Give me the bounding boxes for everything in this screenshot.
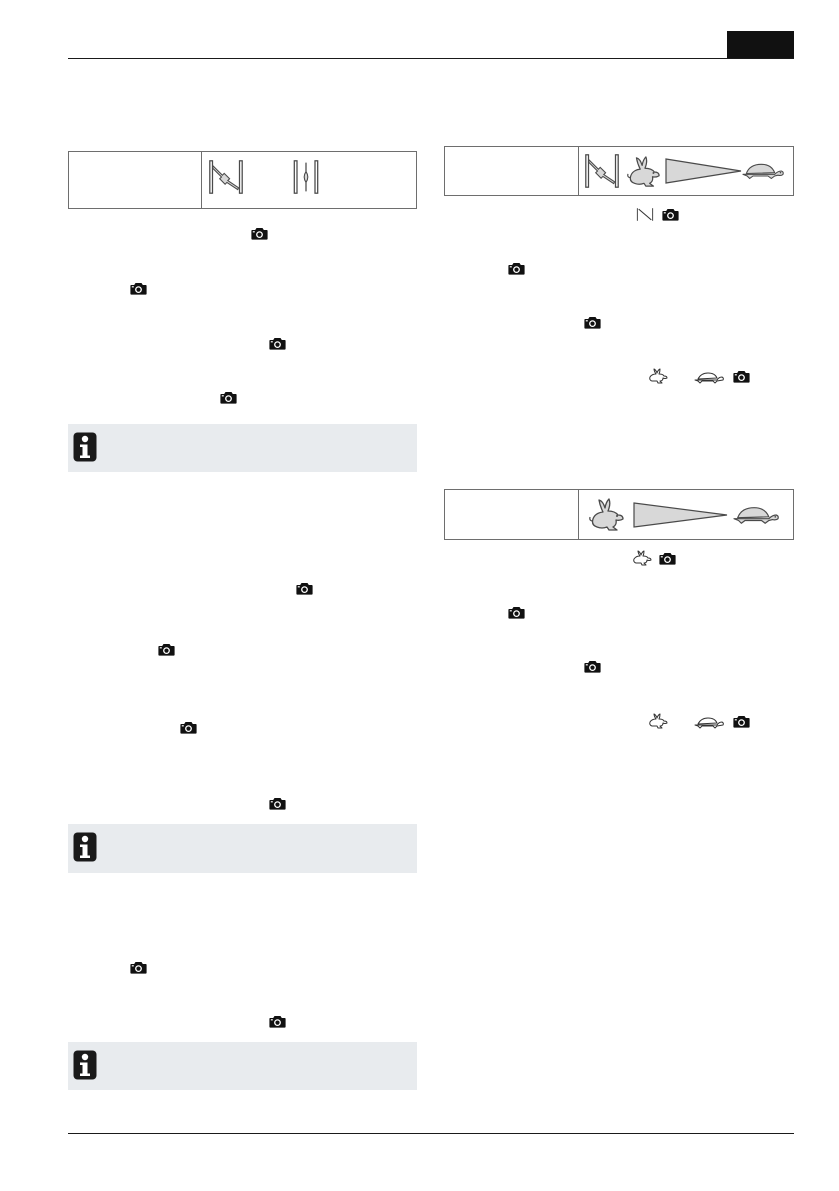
turtle-icon — [694, 715, 724, 729]
symbol-table-damper — [68, 151, 417, 209]
info-box — [68, 824, 417, 873]
footer-rule — [68, 1133, 794, 1134]
turtle-icon — [741, 161, 785, 181]
rabbit-icon — [648, 713, 668, 729]
rabbit-icon — [648, 368, 668, 384]
turtle-icon — [694, 370, 724, 384]
damper-open-icon — [288, 159, 324, 195]
info-box — [68, 424, 417, 472]
speed-wedge-icon — [665, 158, 745, 184]
camera-icon — [508, 262, 525, 275]
symbol-table-label — [69, 152, 202, 208]
camera-icon — [130, 961, 147, 974]
speed-wedge-icon — [633, 502, 729, 528]
camera-icon — [733, 715, 750, 728]
camera-icon — [269, 337, 286, 350]
camera-icon — [296, 582, 313, 595]
camera-icon — [269, 797, 286, 810]
info-icon — [73, 432, 97, 462]
camera-icon — [662, 208, 679, 221]
rabbit-icon — [587, 497, 627, 533]
header-rule — [68, 58, 794, 59]
chapter-tab — [727, 31, 794, 58]
rabbit-icon — [625, 155, 663, 189]
camera-icon — [733, 370, 750, 383]
damper-closed-icon — [208, 159, 244, 195]
symbol-table-label — [445, 147, 579, 195]
camera-icon — [508, 606, 525, 619]
camera-icon — [180, 721, 197, 734]
rabbit-icon — [632, 550, 652, 566]
info-icon — [73, 1050, 97, 1080]
symbol-table-icons — [202, 152, 416, 208]
turtle-icon — [732, 504, 780, 526]
damper-closed-icon — [584, 153, 620, 189]
camera-icon — [130, 282, 147, 295]
camera-icon — [584, 316, 601, 329]
camera-icon — [269, 1015, 286, 1028]
symbol-table-icons — [579, 147, 793, 195]
symbol-table-speed — [444, 489, 794, 540]
camera-icon — [584, 660, 601, 673]
camera-icon — [659, 552, 676, 565]
camera-icon — [220, 391, 237, 404]
symbol-table-damper-speed — [444, 146, 794, 196]
damper-closed-icon — [636, 207, 654, 222]
camera-icon — [251, 227, 268, 240]
camera-icon — [158, 643, 175, 656]
info-box — [68, 1042, 417, 1090]
info-icon — [73, 832, 97, 862]
symbol-table-label — [445, 490, 579, 539]
symbol-table-icons — [579, 490, 793, 539]
